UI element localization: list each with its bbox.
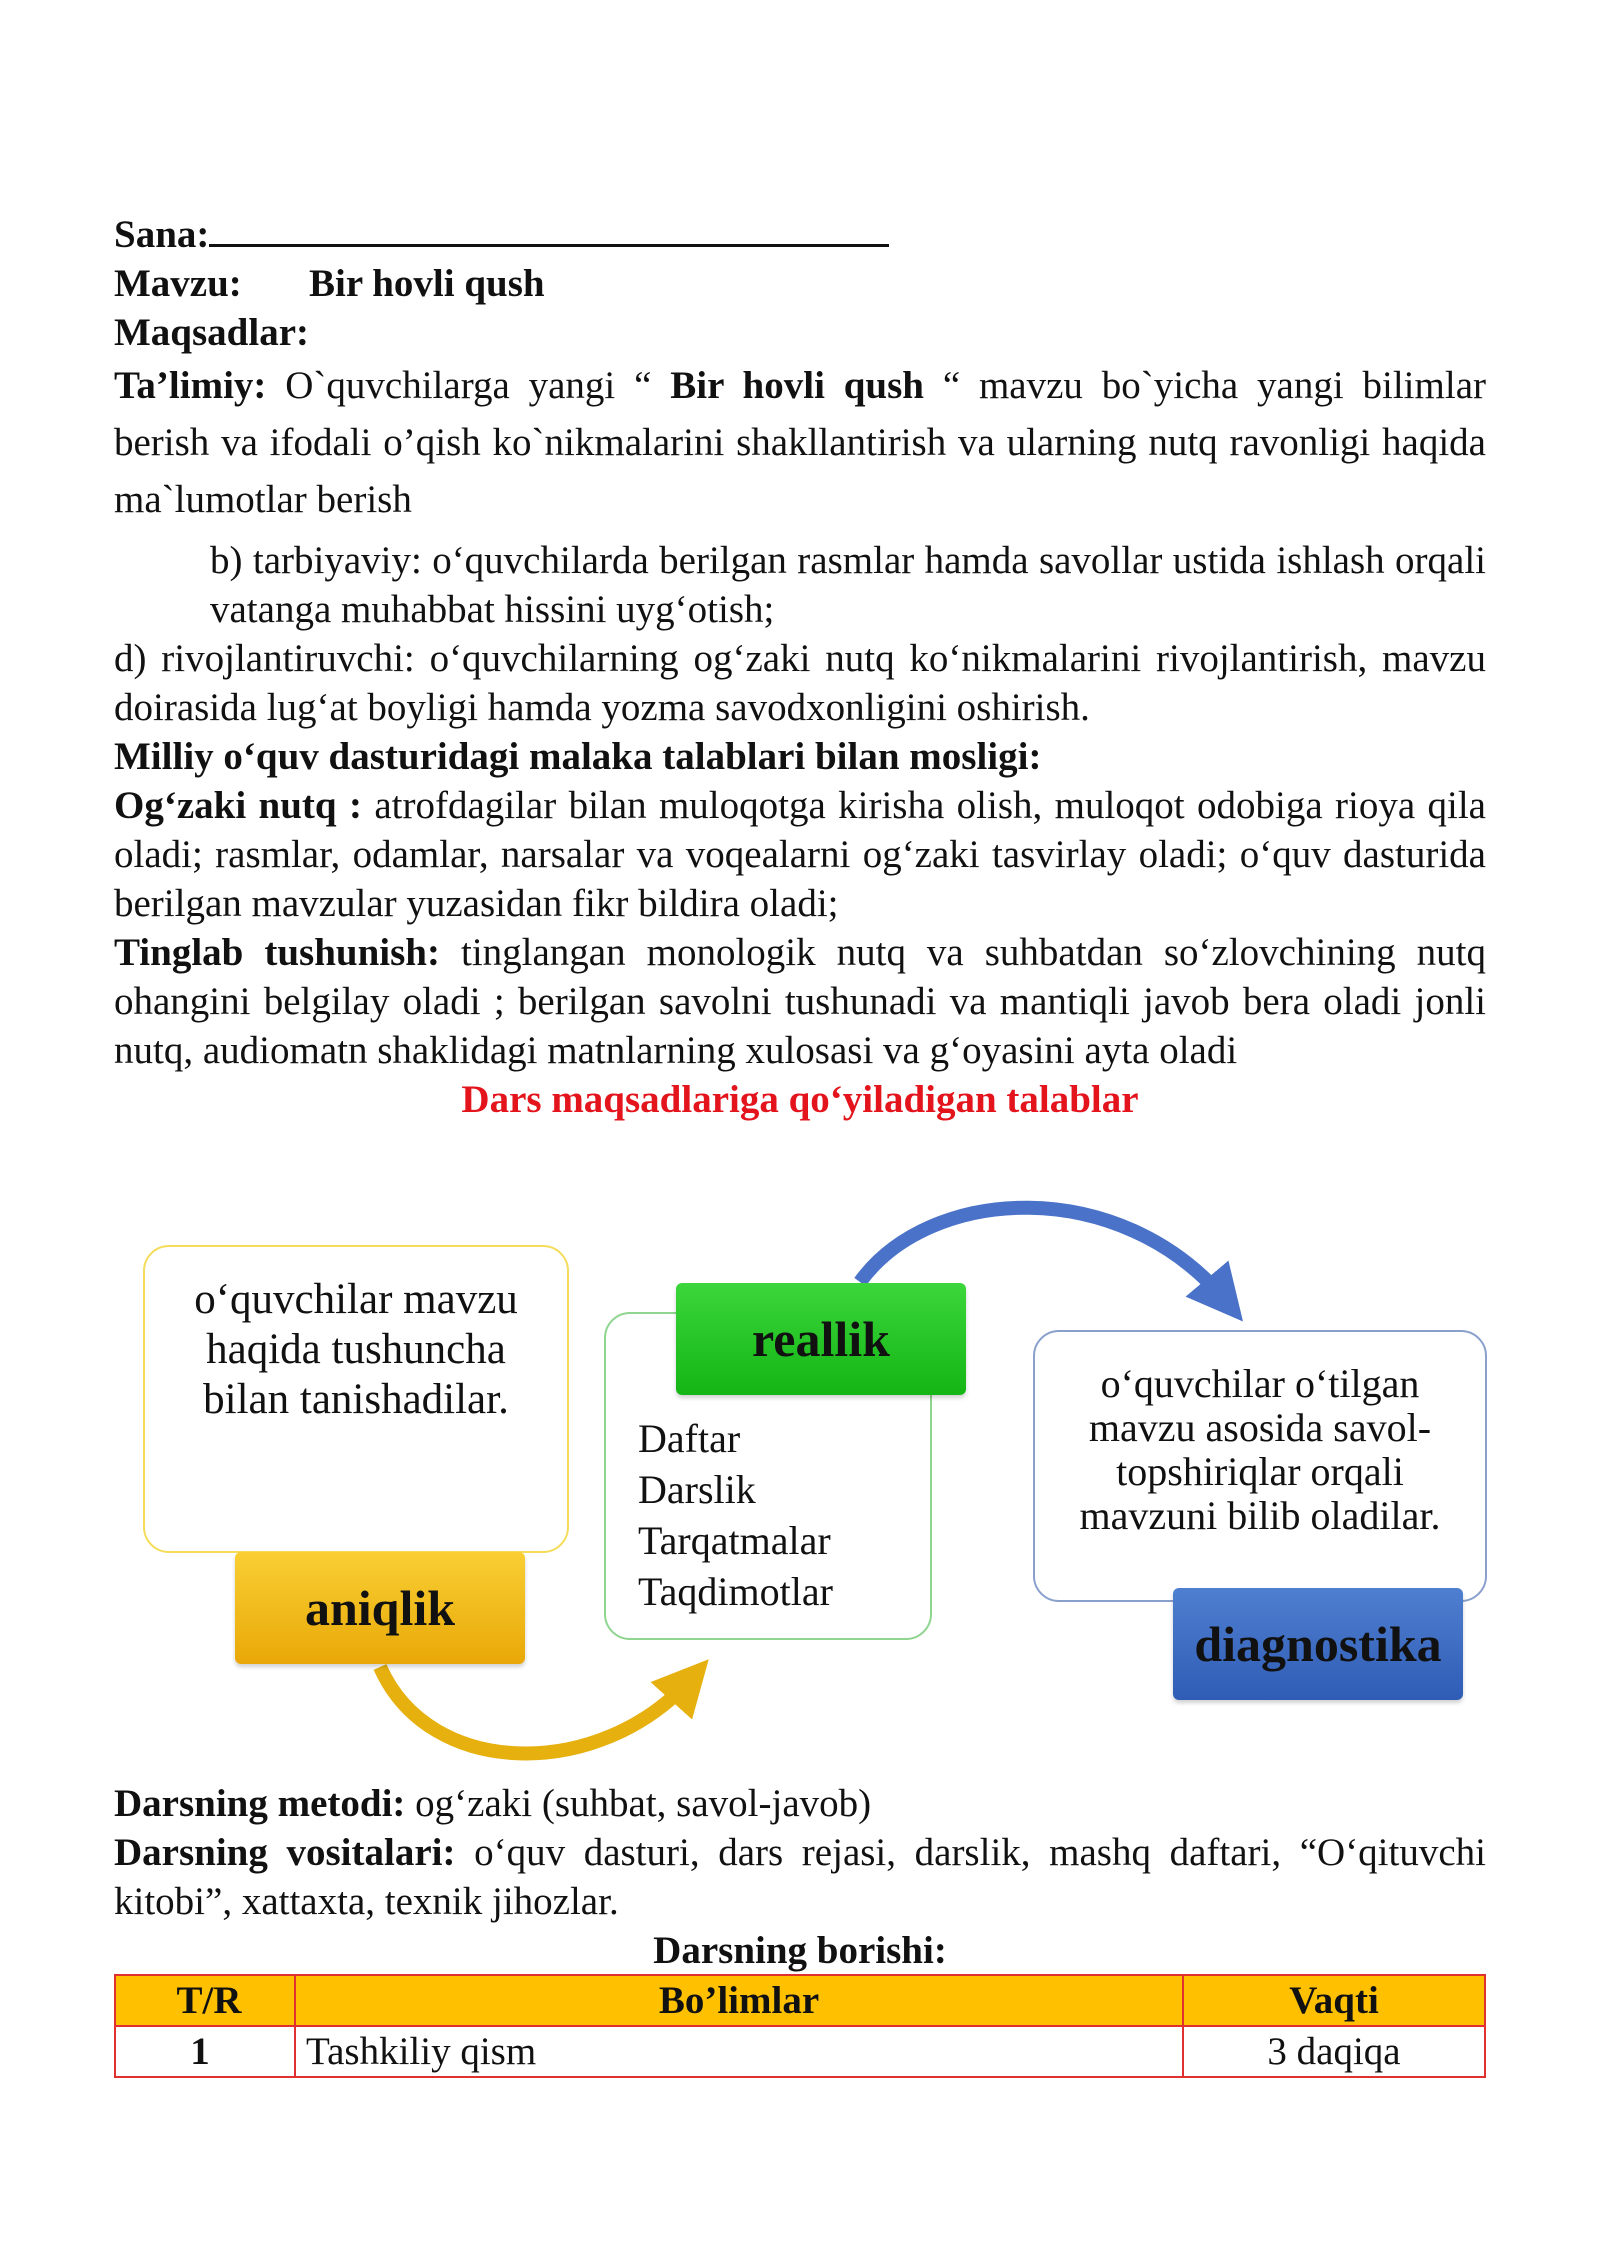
mavzu-value: Bir hovli qush — [309, 262, 545, 305]
vosita-label: Darsning vositalari: — [114, 1831, 456, 1874]
vosita-line — [114, 1828, 1486, 1926]
table-header-cell: Bo’limlar — [295, 1975, 1183, 2026]
reallik-item: Taqdimotlar — [638, 1569, 833, 1614]
vosita-text: o‘quv dasturi, dars rejasi, darslik, mashq daftari, “O‘qituvchi kitobi”, xattaxta, texnik jihozlar. — [114, 1831, 1487, 1923]
rivojlantiruvchi-paragraph: d) rivojlantiruvchi: o‘quvchilarning og‘zaki nutq ko‘nikmalarini rivojlantirish, mavzu doirasida lug‘at boyligi hamda yozma savodxonligini oshirish. — [114, 637, 1486, 729]
tinglab-label: Tinglab tushunish: — [114, 931, 440, 974]
table-header-cell: T/R — [115, 1975, 295, 2026]
metod-text: og‘zaki (suhbat, savol-javob) — [405, 1782, 872, 1825]
tarbiyaviy-paragraph: b) tarbiyaviy: o‘quvchilarda berilgan rasmlar hamda savollar ustida ishlash orqali vatanga muhabbat hissini uyg‘otish; — [210, 539, 1486, 631]
ogzaki-text: atrofdagilar bilan muloqotga kirisha olish, muloqot odobiga rioya qila oladi; rasmlar, odamlar, narsalar va voqealarni og‘zaki tasvirlay oladi; o‘quv dasturida berilgan mavzular yuzasidan fikr bildira oladi; — [114, 784, 1486, 925]
aniqlik-label: aniqlik — [235, 1552, 525, 1664]
talimiy-topic: Bir hovli qush — [670, 364, 924, 407]
standards-title: Milliy o‘quv dasturidagi malaka talablari bilan mosligi: — [114, 735, 1042, 778]
table-cell: 3 daqiqa — [1183, 2026, 1485, 2077]
diagnostika-description: o‘quvchilar o‘tilgan mavzu asosida savol-topshiriqlar orqali mavzuni bilib oladilar. — [1079, 1361, 1441, 1538]
reallik-list — [638, 1413, 833, 1617]
mavzu-label: Mavzu: — [114, 262, 242, 305]
method-section — [114, 1779, 1486, 1975]
table-row — [115, 2026, 1485, 2077]
metod-line — [114, 1779, 1486, 1828]
diagram-title: Dars maqsadlariga qo‘yiladigan talablar — [461, 1078, 1139, 1121]
sana-label: Sana: — [114, 213, 210, 256]
reallik-item: Daftar — [638, 1416, 741, 1461]
maqsadlar-heading: Maqsadlar: — [114, 311, 309, 354]
table-header-cell: Vaqti — [1183, 1975, 1485, 2026]
reallik-item: Darslik — [638, 1467, 756, 1512]
lesson-progress-table — [114, 1974, 1486, 2078]
talimiy-post: “ mavzu bo`yicha yangi bilimlar berish va ifodali o’qish ko`nikmalarini shakllantirish va ularning nutq ravonligi haqida ma`lumotlar berish — [114, 364, 1486, 521]
tinglab-text: tinglangan monologik nutq va suhbatdan so‘zlovchining nutq ohangini belgilay oladi ; berilgan savolni tushunadi va mantiqli javob bera oladi jonli nutq, audiomatn shaklidagi matnlarning xulosasi va g‘oyasini ayta oladi — [114, 931, 1486, 1072]
aniqlik-description: o‘quvchilar mavzu haqida tushuncha bilan tanishadilar. — [194, 1276, 518, 1423]
table-cell: 1 — [115, 2026, 295, 2077]
talimiy-pre: O`quvchilarga yangi “ — [285, 364, 671, 407]
borishi-title: Darsning borishi: — [653, 1929, 947, 1972]
reallik-label: reallik — [676, 1283, 966, 1395]
table-cell: Tashkiliy qism — [295, 2026, 1183, 2077]
diagnostika-label: diagnostika — [1173, 1588, 1463, 1700]
arrow-aniqlik-to-reallik — [380, 1667, 690, 1753]
reallik-item: Tarqatmalar — [638, 1518, 831, 1563]
metod-label: Darsning metodi: — [114, 1782, 406, 1825]
ogzaki-label: Og‘zaki nutq : — [114, 784, 362, 827]
table-header-row — [115, 1975, 1485, 2026]
talimiy-label: Ta’limiy: — [114, 364, 267, 407]
